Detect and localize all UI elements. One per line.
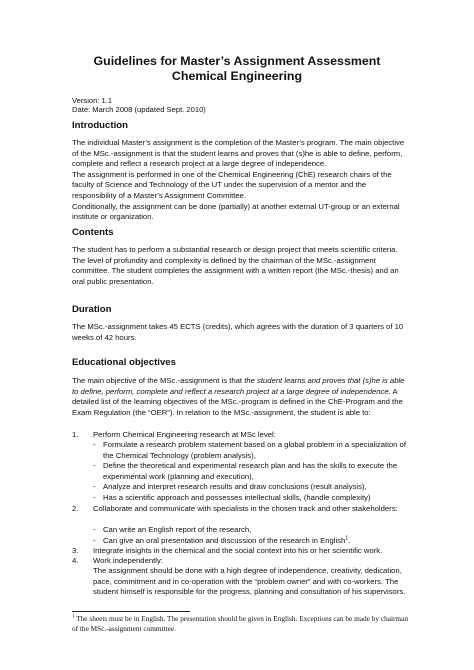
introduction-body: [72, 138, 408, 223]
version-text: Version: 1.1: [72, 96, 113, 105]
footnote-text: The sheets must be in English. The presentation should be given in English. Exceptions can be made by chairman of the MSc.-assignment committee.: [72, 614, 408, 633]
footnote: [72, 614, 408, 634]
section-heading-contents: Contents: [72, 227, 114, 238]
objectives-intro-rest: . A detailed list of the learning objectives of the MSc.-program is defined in the ChE-Program and the Exam Regulation (the “OER”). In relation to the MSc.-assignment, the student is able to:: [72, 386, 403, 417]
sublist: [93, 440, 413, 504]
introduction-paragraph: The individual Master’s assignment is the completion of the Master’s program. The main objective of the MSc.-assignment is that the student learns and proves that (s)he is able to define, perform, complete and reflect a research project at a large degree of independence.: [72, 138, 405, 169]
section-heading-objectives: Educational objectives: [72, 357, 176, 368]
list-item-number: 4.: [72, 556, 79, 565]
footnote-reference[interactable]: 1: [345, 535, 349, 542]
objectives-intro-text: The main objective of the MSc.-assignment is that: [72, 376, 245, 385]
introduction-paragraph: The assignment is performed in one of the Chemical Engineering (ChE) research chairs of the faculty of Science and Technology of the UT under the supervision of a mentor and the responsibility of a Master’s Assignment Committee.: [72, 169, 392, 200]
section-heading-duration: Duration: [72, 304, 112, 315]
list-item-text: Integrate insights in the chemical and the social context into his or her scientific work.: [93, 546, 383, 555]
contents-paragraph: The student has to perform a substantial research or design project that meets scientific criteria. The level of profundity and complexity is defined by the chairman of the MSc.-assignment committee. The student completes the assignment with a written report (the MSc.-thesis) and an oral public presentation.: [72, 245, 399, 286]
sublist-item: - Define the theoretical and experimental research plan and has the skills to execute the experimental work (planning and execution),: [93, 461, 398, 481]
sublist-item: - Analyze and interpret research results and draw conclusions (result analysis),: [93, 482, 367, 492]
sublist-item: - Formulate a research problem statement based on a global problem in a specialization of the Chemical Technology (problem analysis),: [93, 440, 406, 460]
document-title: Guidelines for Master’s Assignment Assessment: [93, 54, 381, 68]
section-heading-introduction: Introduction: [72, 120, 128, 131]
introduction-paragraph: Conditionally, the assignment can be done (partially) at another external UT-group or an external institute or organization.: [72, 201, 400, 222]
list-item-text: Work independently:: [93, 556, 163, 565]
sublist-item: - Can write an English report of the research,: [93, 525, 252, 534]
list-item-number: 1.: [72, 430, 79, 439]
duration-paragraph: The MSc.-assignment takes 45 ECTS (credits), which agrees with the duration of 3 quarters of 10 weeks of 42 hours.: [72, 322, 404, 342]
sublist: [93, 525, 413, 546]
list-item-number: 3.: [72, 546, 79, 555]
sublist-item: - Can give an oral presentation and discussion of the research in English$^1$.: [93, 535, 351, 545]
document-subtitle: Chemical Engineering: [171, 69, 303, 83]
list-item-detail: The assignment should be done with a high degree of independence, creativity, dedication, pace, commitment and in co-operation with the “problem owner” and with co-workers. The student himself is responsible for the progress, planning and consultation of his supervisors.: [93, 566, 406, 597]
sublist-item: - Has a scientific approach and possesses intellectual skills, (handle complexity): [93, 492, 371, 502]
footnote-separator: [72, 611, 190, 612]
list-item-text: Perform Chemical Engineering research at MSc level:: [93, 430, 276, 439]
footnote-marker: 1: [72, 614, 75, 620]
date-text: Date: March 2008 (updated Sept. 2010): [72, 105, 206, 114]
list-item-number: 2.: [72, 504, 79, 513]
list-item-text: Collaborate and communicate with specialists in the chosen track and other stakeholders:: [93, 504, 398, 513]
objectives-intro-emphasis: the student learns and proves that (s)he is able to define, perform, complete and reflect a research project at a large degree of independence: [72, 376, 405, 396]
objectives-intro: [72, 376, 408, 418]
